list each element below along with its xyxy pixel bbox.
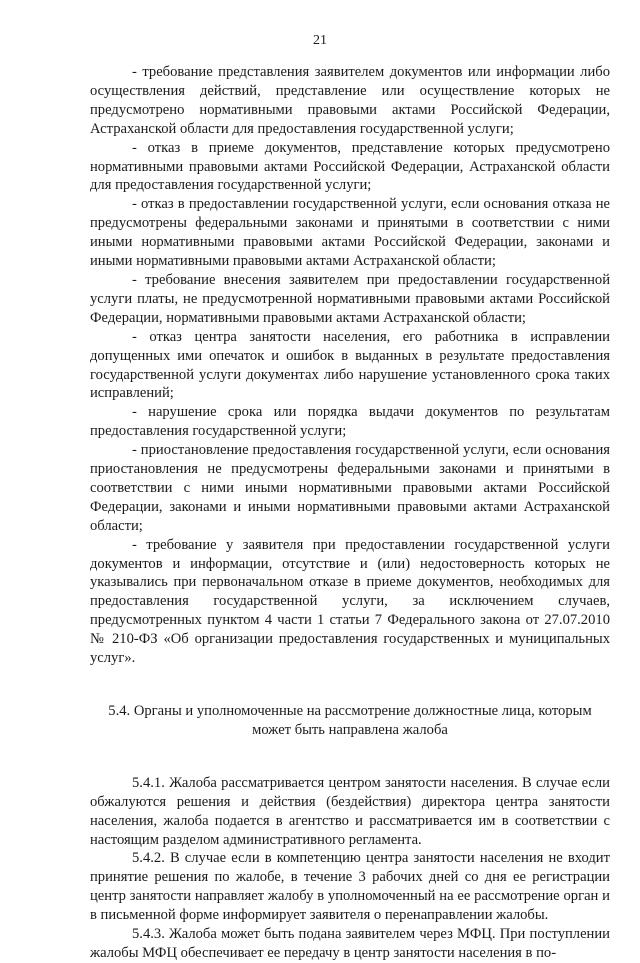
list-item-5: - отказ центра занятости населения, его работника в исправлении допущенных ими опечаток и ошибок в выданных в результате предоставления государственной услуги документах либо нарушение установленного срока таких исправлений;: [90, 328, 610, 402]
list-item-2: - отказ в приеме документов, представление которых предусмотрено нормативными правовыми актами Российской Федерации, Астраханской области для предоставления государственной услуги;: [90, 139, 610, 194]
document-body: [90, 63, 610, 963]
list-item-3: - отказ в предоставлении государственной услуги, если основания отказа не предусмотрены федеральными законами и принятыми в соответствии с ними иными нормативными правовыми актами Российской Федерации, законами и иными нормативными правовыми актами Астраханской области;: [90, 196, 610, 270]
paragraph-5-4-3: 5.4.3. Жалоба может быть подана заявителем через МФЦ. При поступлении жалобы МФЦ обеспечивает ее передачу в центр занятости населения в по-: [90, 926, 610, 961]
list-item-8: - требование у заявителя при предоставлении государственной услуги документов и информации, отсутствие и (или) недостоверность которых не указывались при первоначальном отказе в приеме документов, необходимых для предоставления государственной услуги, за исключением случаев, предусмотренных пунктом 4 части 1 статьи 7 Федерального закона от 27.07.2010 № 210-ФЗ «Об организации предоставления государственных и муниципальных услуг».: [90, 536, 610, 667]
paragraph-5-4-1: 5.4.1. Жалоба рассматривается центром занятости населения. В случае если обжалуются решения и действия (бездействия) директора центра занятости населения, жалоба подается в агентство и рассматривается им в соответствии с настоящим разделом административного регламента.: [90, 774, 610, 848]
list-item-4: - требование внесения заявителем при предоставлении государственной услуги платы, не предусмотренной нормативными правовыми актами Российской Федерации, нормативными правовыми актами Астраханской области;: [90, 271, 610, 326]
list-item-6: - нарушение срока или порядка выдачи документов по результатам предоставления государственной услуги;: [90, 404, 610, 440]
section-heading: 5.4. Органы и уполномоченные на рассмотрение должностные лица, которым может быть направлена жалоба: [108, 703, 592, 738]
list-item-1: - требование представления заявителем документов или информации либо осуществления действий, представление или осуществление которых не предусмотрено нормативными правовыми актами Российской Федерации, Астраханской области для предоставления государственной услуги;: [90, 64, 610, 137]
paragraph-5-4-2: 5.4.2. В случае если в компетенцию центра занятости населения не входит принятие решения по жалобе, в течение 3 рабочих дней со дня ее регистрации центр занятости направляет жалобу в уполномоченный на ее рассмотрение орган и в письменной форме информирует заявителя о перенаправлении жалобы.: [90, 850, 610, 924]
page-number: 21: [313, 33, 327, 48]
list-item-7: - приостановление предоставления государственной услуги, если основания приостановления не предусмотрены федеральными законами и принятыми в соответствии с ними иными нормативными правовыми актами Российской Федерации, законами и иными нормативными правовыми актами Астраханской области;: [90, 442, 610, 534]
